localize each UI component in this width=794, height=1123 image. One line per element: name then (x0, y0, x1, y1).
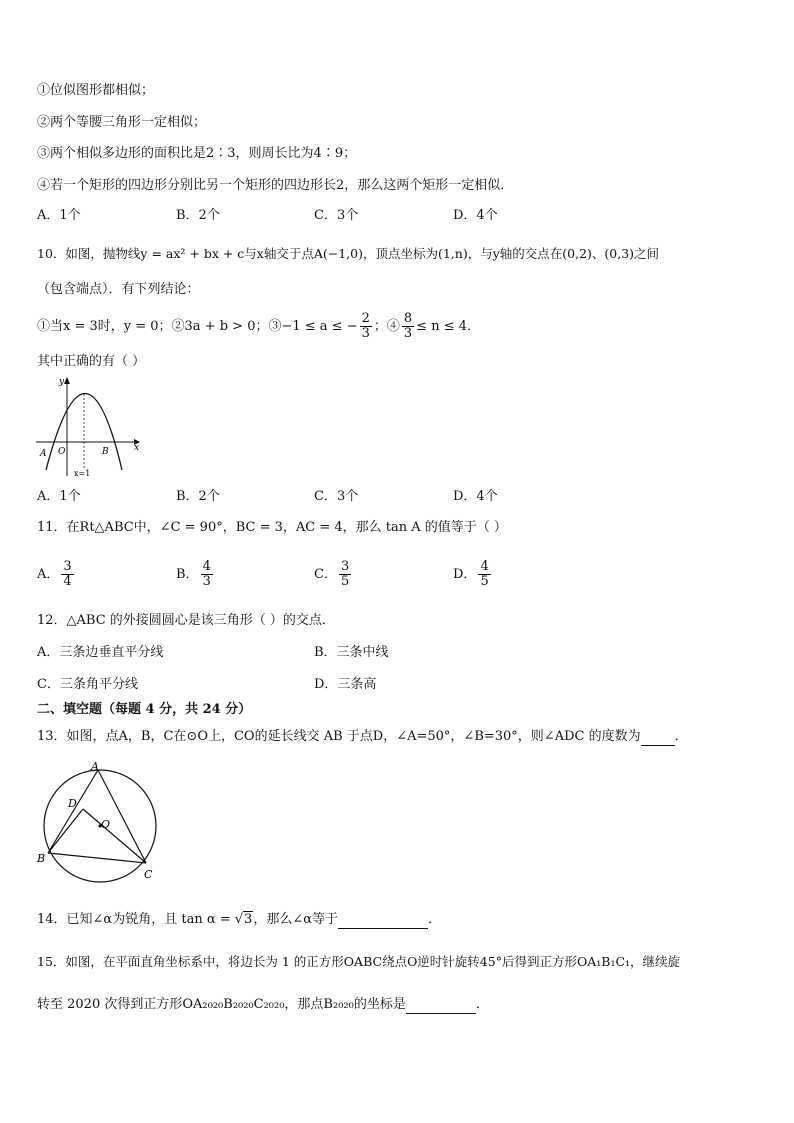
q15-line1: 15．如图，在平面直角坐标系中，将边长为 1 的正方形OABC绕点O逆时针旋转45°后得到正方形OA₁B₁C₁，继续旋 (37, 954, 681, 969)
q11-option-a-num: 3 (63, 559, 72, 574)
q13-segment-ac (98, 770, 146, 863)
q13-label-d: D (68, 797, 77, 810)
q10-conclusions-part2: ；④ (373, 319, 400, 334)
q10-fraction-1 (360, 312, 372, 341)
q11-option-b-label: B． (176, 567, 199, 582)
q10-conclusions (37, 310, 480, 346)
q10-fraction-1-num: 2 (361, 311, 370, 326)
q15-line2-row (37, 996, 489, 1014)
q13-label-o: O (101, 818, 111, 831)
q10-label-axis: x=1 (74, 469, 91, 478)
q9-option-d: D．4个 (453, 208, 498, 223)
q10-stem-line1: 10．如图，抛物线y = ax² + bx + c与x轴交于点A(−1,0)，顶点坐标为(1,n)，与y轴的交点在(0,2)、(0,3)之间 (37, 246, 660, 261)
q11-option-d-num: 4 (480, 559, 489, 574)
section-heading: 二、填空题（每题 4 分，共 24 分） (37, 702, 252, 717)
q14-pre: 14．已知∠α为锐角，且 tan α = √ (37, 912, 244, 927)
q14-end: ． (428, 912, 442, 927)
q13-label-a: A (91, 760, 99, 773)
q10-fraction-2 (402, 312, 414, 341)
q9-option-c: C．3个 (314, 208, 359, 223)
q11-option-b-den: 3 (202, 574, 211, 589)
q14-post: ，那么∠α等于 (253, 912, 338, 927)
q11-option-d-den: 5 (480, 574, 489, 589)
q10-label-x: x (134, 443, 140, 453)
q10-conclusions-part1: ①当x = 3时，y = 0；②3a + b > 0；③−1 ≤ a ≤ − (37, 319, 358, 334)
q10-label-y: y (59, 377, 65, 387)
q13-circle-figure (32, 758, 164, 886)
q11-option-d (453, 556, 493, 594)
q15-answer-blank (406, 999, 476, 1014)
q9-item-1: ①位似图形都相似； (37, 83, 155, 98)
q14-radicand: 3 (244, 912, 253, 927)
q12-option-d: D．三条高 (314, 677, 377, 692)
q11-option-d-fraction (478, 560, 490, 589)
q9-item-2: ②两个等腰三角形一定相似； (37, 115, 207, 130)
q15-line2: 转至 2020 次得到正方形OA₂₀₂₀B₂₀₂₀C₂₀₂₀，那点B₂₀₂₀的坐标是 (37, 997, 406, 1012)
q11-stem: 11．在Rt△ABC中，∠C = 90°，BC = 3，AC = 4，那么 tan A 的值等于（ ） (37, 520, 507, 535)
q13-label-c: C (144, 868, 153, 881)
q12-stem: 12．△ABC 的外接圆圆心是该三角形（ ）的交点． (37, 613, 335, 628)
q13-stem: 13．如图，点A，B，C在⊙O上，CO的延长线交 AB 于点D，∠A=50°，∠B=30°，则∠ADC 的度数为 (37, 729, 641, 744)
q10-parabola-figure (34, 372, 144, 480)
q11-option-c (314, 556, 353, 594)
q9-option-a: A．1个 (37, 208, 81, 223)
q14-row (37, 911, 441, 929)
q11-option-b (176, 556, 215, 594)
q15-end: ． (475, 997, 489, 1012)
q11-option-c-fraction (339, 560, 351, 589)
q10-conclusions-part3: ≤ n ≤ 4． (416, 319, 480, 334)
q10-option-c: C．3个 (314, 489, 359, 504)
q13-segment-do (48, 809, 83, 853)
q11-option-c-num: 3 (340, 559, 350, 574)
q10-fraction-2-den: 3 (403, 326, 413, 341)
q13-label-b: B (37, 852, 46, 865)
q11-option-b-num: 4 (202, 559, 211, 574)
q13-segment-bc (48, 853, 146, 863)
q10-label-o: O (58, 447, 66, 457)
q10-fraction-2-num: 8 (403, 311, 413, 326)
q9-item-3: ③两个相似多边形的面积比是2∶3，则周长比为4∶9； (37, 146, 357, 161)
q10-fraction-1-den: 3 (361, 326, 370, 341)
q10-y-axis-arrow (64, 377, 70, 384)
q11-option-b-fraction (201, 560, 213, 589)
q11-option-a-fraction (61, 560, 73, 589)
q11-option-a (37, 556, 76, 594)
q11-option-c-label: C． (314, 567, 337, 582)
q11-option-a-label: A． (37, 567, 60, 582)
q13-end: ． (674, 729, 688, 744)
q12-option-c: C．三条角平分线 (37, 677, 138, 692)
q13-stem-row (37, 728, 688, 746)
q11-option-c-den: 5 (340, 574, 350, 589)
q11-option-d-label: D． (453, 567, 477, 582)
q9-item-4: ④若一个矩形的四边形分别比另一个矩形的四边形长2，那么这两个矩形一定相似． (37, 178, 514, 193)
q10-label-b: B (102, 447, 109, 457)
q10-option-a: A．1个 (37, 489, 81, 504)
q13-segment-cd (83, 809, 146, 863)
q14-answer-blank (338, 914, 428, 929)
q10-option-d: D．4个 (453, 489, 498, 504)
q12-option-b: B．三条中线 (314, 645, 389, 660)
q11-option-a-den: 4 (63, 574, 72, 589)
q13-segment-ab (48, 770, 98, 853)
q13-answer-blank (641, 731, 675, 746)
q9-option-b: B．2个 (176, 208, 220, 223)
q10-option-b: B．2个 (176, 489, 220, 504)
q10-stem-line2: （包含端点）．有下列结论： (37, 282, 200, 297)
q10-label-a: A (40, 449, 47, 459)
q12-option-a: A．三条边垂直平分线 (37, 645, 164, 660)
q10-question: 其中正确的有（ ） (37, 354, 146, 369)
